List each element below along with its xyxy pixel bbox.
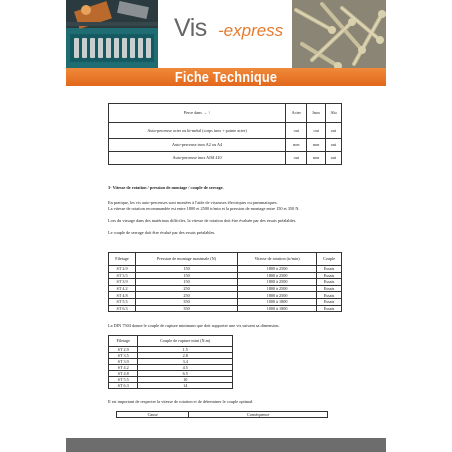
logo-main-text: Vis (174, 14, 207, 42)
table-cell: Essais (317, 266, 342, 273)
screws-photo-image (292, 0, 386, 68)
paragraph: En pratique, les vis auto-perceuses sont montées à l'aide de visseuses électriques ou pneumatiques. (108, 200, 278, 205)
table-cell: ST 2.9 (109, 266, 136, 273)
table-cell: Auto-perceuse inox A2 ou A4 (109, 139, 286, 152)
table-cell: oui (325, 152, 341, 165)
table-cell: oui (307, 123, 325, 139)
table-cell: 1800 à 2500 (238, 266, 317, 273)
table-cell: 1000 à 1800 (238, 298, 317, 305)
table-cell: Essais (317, 292, 342, 299)
table-header-cell: Conséquence (189, 412, 328, 418)
table-cell: Auto-perceuse acier ou bi-métal (corps inox + pointe acier) (109, 123, 286, 139)
table-cell: 14 (138, 383, 233, 389)
table-row (109, 285, 342, 292)
table-cell: 10 (138, 377, 233, 383)
table-header-row (109, 253, 342, 266)
table-row (109, 266, 342, 273)
table-cell: Essais (317, 285, 342, 292)
drilling-compatibility-table (108, 103, 342, 165)
table-cell: non (307, 139, 325, 152)
table-cell: ST 4.8 (109, 371, 138, 377)
table-cell: 150 (136, 272, 238, 279)
table-cell: ST 4.2 (109, 285, 136, 292)
paragraph: La vitesse de rotation recommandée est entre 1800 et 2500 tr/min et la pression de montage entre 150 et 350 N. (108, 206, 300, 211)
screws-photo (292, 0, 386, 68)
table-cell: ST 5.5 (109, 298, 136, 305)
table-cell: ST 4.2 (109, 365, 138, 371)
table-cell: 2.8 (138, 353, 233, 359)
table-row (109, 292, 342, 299)
table-cell: 350 (136, 298, 238, 305)
table-cell: oui (286, 123, 307, 139)
table-header-row (109, 336, 233, 347)
table-header-cell: Perce dans → ↑ (109, 104, 286, 123)
paragraph: Lors du vissage dans des matériaux difficiles, la vitesse de rotation doit être évaluée par des essais préalables. (108, 218, 297, 223)
table-header-row (109, 104, 342, 123)
table-row (109, 123, 342, 139)
table-row (109, 383, 233, 389)
table-cell: ST 6.3 (109, 383, 138, 389)
table-cell: ST 2.9 (109, 347, 138, 353)
table-cell: 6.5 (138, 371, 233, 377)
paragraph: Le couple de serrage doit être évalué par des essais préalables. (108, 230, 216, 235)
table-cell: Essais (317, 279, 342, 286)
important-paragraph: Il est important de respecter la vitesse de rotation et de déterminer le couple optimal. (108, 399, 254, 404)
table-cell: oui (325, 139, 341, 152)
cause-consequence-table (116, 411, 328, 418)
page-footer-bar (66, 438, 386, 452)
table-cell: 4.5 (138, 365, 233, 371)
table-cell: oui (325, 123, 341, 139)
table-row (109, 139, 342, 152)
table-header-cell: Couple de rupture mini (N.m) (138, 336, 233, 347)
table-header-cell: Alu (325, 104, 341, 123)
table-row (109, 279, 342, 286)
logo-sub-text: -express (218, 21, 284, 40)
table-cell: non (286, 139, 307, 152)
table-cell: 1800 à 2500 (238, 272, 317, 279)
rotation-speed-table (108, 252, 342, 312)
table-cell: 250 (136, 292, 238, 299)
table-header-cell: Inox (307, 104, 325, 123)
table-cell: non (307, 152, 325, 165)
table-header-cell: Vitesse de rotation (tr/min) (238, 253, 317, 266)
table-cell: 150 (136, 279, 238, 286)
table-row (109, 298, 342, 305)
table-cell: 1000 à 1800 (238, 305, 317, 312)
table-header-cell: Cause (117, 412, 189, 418)
table-cell: ST 5.5 (109, 377, 138, 383)
table-cell: Essais (317, 298, 342, 305)
tools-photo-image (66, 0, 158, 68)
table-header-cell: Couple (317, 253, 342, 266)
table-row (109, 152, 342, 165)
breaking-torque-table (108, 335, 233, 389)
table-header-row (117, 412, 328, 418)
table-cell: ST 4.8 (109, 292, 136, 299)
table-cell: ST 3.5 (109, 272, 136, 279)
table-cell: ST 3.9 (109, 279, 136, 286)
table-cell: 250 (136, 285, 238, 292)
table-cell: 1.5 (138, 347, 233, 353)
table-cell: oui (286, 152, 307, 165)
table-cell: ST 6.3 (109, 305, 136, 312)
table-cell: 3.4 (138, 359, 233, 365)
table-cell: 1800 à 2500 (238, 279, 317, 286)
document-page (66, 0, 386, 452)
table-cell: 150 (136, 266, 238, 273)
section-heading: 3- Vitesse de rotation / pression de montage / couple de serrage. (108, 185, 224, 190)
table-header-cell: Pression de montage maximale (N) (136, 253, 238, 266)
tools-photo (66, 0, 158, 68)
table-row (109, 305, 342, 312)
table-row (109, 272, 342, 279)
table-cell: 350 (136, 305, 238, 312)
table-header-cell: Filetage (109, 336, 138, 347)
table-cell: 1800 à 2500 (238, 285, 317, 292)
table-header-cell: Filetage (109, 253, 136, 266)
title-banner (66, 68, 386, 86)
table-cell: Auto-perceuse inox AISI 410 (109, 152, 286, 165)
table-cell: 1800 à 2500 (238, 292, 317, 299)
page-header (66, 0, 386, 68)
table-cell: ST 3.9 (109, 359, 138, 365)
vis-express-logo[interactable] (174, 14, 292, 54)
table-cell: ST 3.5 (109, 353, 138, 359)
banner-title: Fiche Technique (174, 69, 278, 86)
table-cell: Essais (317, 305, 342, 312)
table-header-cell: Acier (286, 104, 307, 123)
table-cell: Essais (317, 272, 342, 279)
din-paragraph: La DIN 7504 donne le couple de rupture minimum que doit supporter une vis suivant sa dimension. (108, 323, 280, 328)
